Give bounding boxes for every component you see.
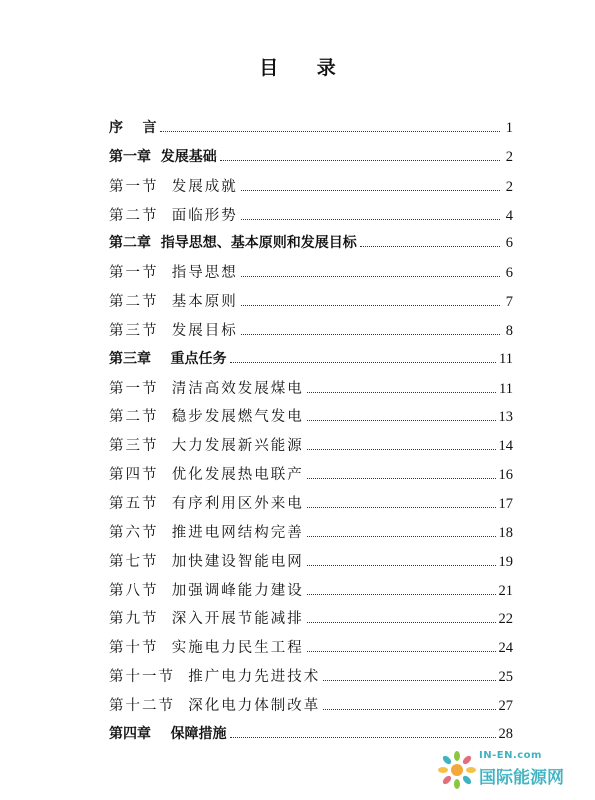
toc-page-number: 28 <box>498 725 513 742</box>
watermark-logo-icon <box>437 750 477 790</box>
toc-entry-title: 第四章 保障措施 <box>109 725 227 742</box>
dot-leader <box>241 190 500 191</box>
toc-entry-title: 第二节 基本原则 <box>109 294 238 311</box>
toc-section-entry[interactable] <box>109 492 513 521</box>
toc-page-number: 18 <box>498 524 513 541</box>
toc-entry-title: 第八节 加强调峰能力建设 <box>109 582 304 599</box>
dot-leader <box>307 449 496 450</box>
table-of-contents <box>109 117 513 752</box>
toc-page-number: 14 <box>498 438 513 455</box>
dot-leader <box>220 160 500 161</box>
toc-page-number: 7 <box>505 294 513 311</box>
toc-chapter-entry[interactable] <box>109 348 513 377</box>
dot-leader <box>241 305 500 306</box>
dot-leader <box>241 334 500 335</box>
toc-page-number: 17 <box>498 495 513 512</box>
toc-section-entry[interactable] <box>109 550 513 579</box>
toc-page-number: 1 <box>505 120 513 136</box>
toc-page-number: 25 <box>498 669 513 686</box>
dot-leader <box>160 131 501 132</box>
toc-entry-title: 第一章 发展基础 <box>109 148 217 165</box>
toc-entry-title: 第十节 实施电力民生工程 <box>109 640 304 657</box>
dot-leader <box>241 276 500 277</box>
dot-leader <box>230 737 496 738</box>
toc-section-entry[interactable] <box>109 434 513 463</box>
toc-page-number: 6 <box>505 235 513 252</box>
toc-page-number: 16 <box>498 467 513 484</box>
page-title: 目 录 <box>259 57 352 79</box>
toc-chapter-entry[interactable] <box>109 232 513 261</box>
toc-entry-title: 第一节 指导思想 <box>109 265 238 282</box>
toc-entry-title: 第三节 大力发展新兴能源 <box>109 438 304 455</box>
dot-leader <box>241 219 500 220</box>
toc-page-number: 24 <box>498 640 513 657</box>
dot-leader <box>307 392 496 393</box>
toc-entry-title: 第三章 重点任务 <box>109 350 227 367</box>
toc-page-number: 6 <box>505 265 513 282</box>
toc-section-entry[interactable] <box>109 665 513 694</box>
dot-leader <box>307 565 496 566</box>
toc-page-number: 21 <box>498 582 513 599</box>
toc-entry-title: 第十二节 深化电力体制改革 <box>109 697 321 714</box>
toc-entry-title: 第二章 指导思想、基本原则和发展目标 <box>109 235 357 252</box>
dot-leader <box>323 680 495 681</box>
toc-section-entry[interactable] <box>109 290 513 319</box>
toc-page-number: 22 <box>498 611 513 628</box>
toc-section-entry[interactable] <box>109 204 513 233</box>
toc-page-number: 11 <box>499 380 513 397</box>
toc-entry-title: 序 言 <box>109 120 157 136</box>
watermark-domain: IN-EN.com <box>479 750 542 761</box>
toc-entry-title: 第十一节 推广电力先进技术 <box>109 669 321 686</box>
dot-leader <box>360 246 500 247</box>
toc-chapter-entry[interactable] <box>109 146 513 175</box>
toc-chapter-entry[interactable] <box>109 117 513 146</box>
toc-section-entry[interactable] <box>109 579 513 608</box>
dot-leader <box>230 362 497 363</box>
toc-entry-title: 第一节 清洁高效发展煤电 <box>109 380 304 397</box>
toc-page-number: 27 <box>498 697 513 714</box>
toc-entry-title: 第九节 深入开展节能减排 <box>109 611 304 628</box>
toc-page-number: 11 <box>499 350 513 367</box>
toc-section-entry[interactable] <box>109 261 513 290</box>
toc-section-entry[interactable] <box>109 377 513 406</box>
dot-leader <box>307 622 496 623</box>
toc-entry-title: 第六节 推进电网结构完善 <box>109 524 304 541</box>
toc-section-entry[interactable] <box>109 694 513 723</box>
dot-leader <box>323 709 495 710</box>
dot-leader <box>307 594 496 595</box>
toc-page-number: 4 <box>505 207 513 224</box>
toc-entry-title: 第二节 面临形势 <box>109 207 238 224</box>
toc-page-number: 8 <box>505 322 513 339</box>
toc-section-entry[interactable] <box>109 636 513 665</box>
toc-section-entry[interactable] <box>109 521 513 550</box>
toc-page-number: 2 <box>505 148 513 165</box>
toc-section-entry[interactable] <box>109 405 513 434</box>
dot-leader <box>307 507 496 508</box>
toc-entry-title: 第二节 稳步发展燃气发电 <box>109 409 304 426</box>
toc-entry-title: 第五节 有序利用区外来电 <box>109 495 304 512</box>
toc-entry-title: 第四节 优化发展热电联产 <box>109 467 304 484</box>
toc-page-number: 2 <box>505 178 513 195</box>
toc-page-number: 13 <box>498 409 513 426</box>
dot-leader <box>307 420 496 421</box>
toc-section-entry[interactable] <box>109 319 513 348</box>
dot-leader <box>307 536 496 537</box>
dot-leader <box>307 478 496 479</box>
toc-page-number: 19 <box>498 553 513 570</box>
toc-section-entry[interactable] <box>109 175 513 204</box>
toc-entry-title: 第三节 发展目标 <box>109 322 238 339</box>
site-watermark <box>437 746 577 792</box>
dot-leader <box>307 651 496 652</box>
toc-section-entry[interactable] <box>109 607 513 636</box>
watermark-site-name: 国际能源网 <box>479 768 564 788</box>
toc-section-entry[interactable] <box>109 463 513 492</box>
toc-entry-title: 第七节 加快建设智能电网 <box>109 553 304 570</box>
toc-entry-title: 第一节 发展成就 <box>109 178 238 195</box>
